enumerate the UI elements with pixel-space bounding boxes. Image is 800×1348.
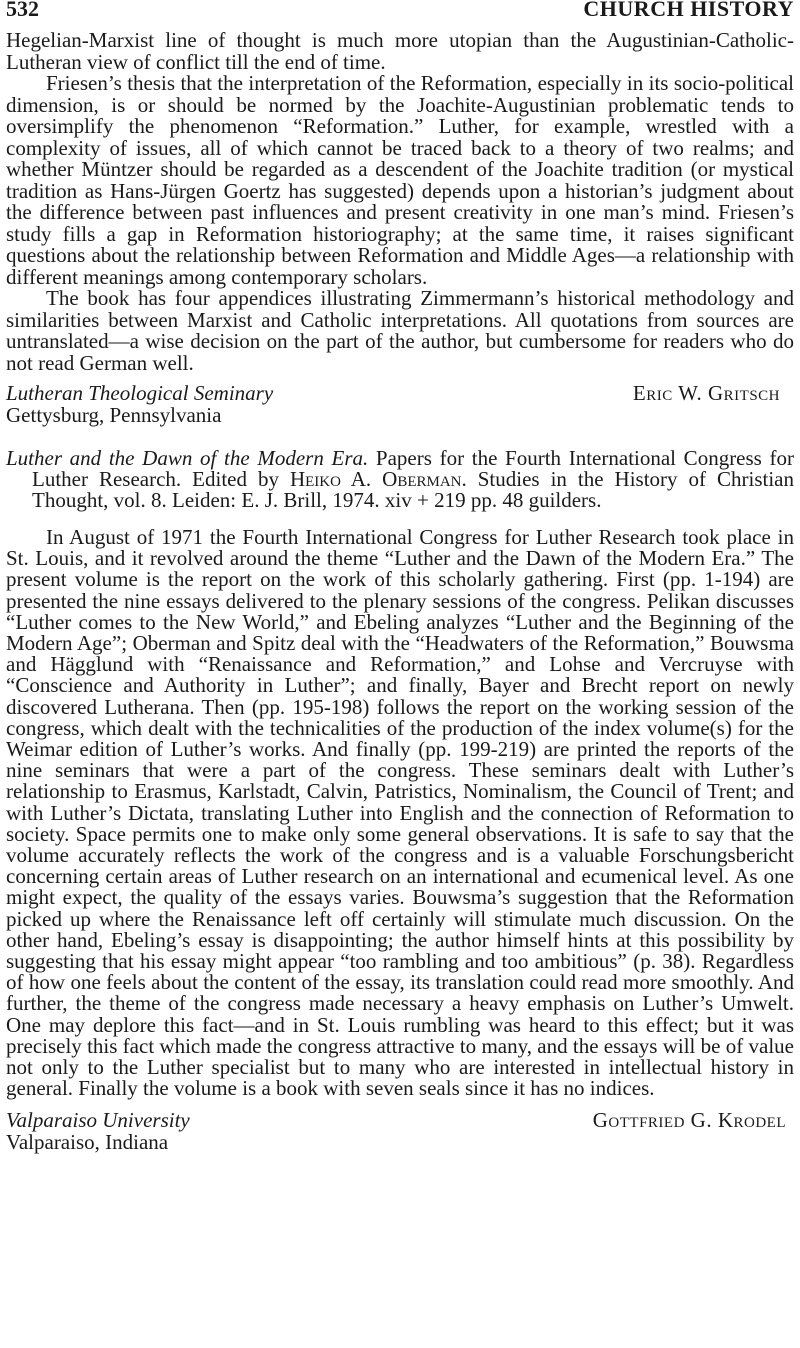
book-title: Luther and the Dawn of the Modern Era.: [6, 446, 369, 470]
review1-location: Gettysburg, Pennsylvania: [6, 403, 222, 427]
book-editor: Heiko A. Oberman: [289, 467, 462, 491]
review-gritsch: [6, 30, 794, 426]
citation-text-1: Papers for the Fourth International Congress for Luther Research. Edited by: [32, 446, 795, 491]
review1-reviewer: Eric W. Gritsch: [632, 381, 780, 405]
review2-body: In August of 1971 the Fourth International Congress for Luther Research took place in St. Louis, and it revolved around the theme “Luther and the Dawn of the Modern Era.” The present volume is the report on the work of this scholarly gathering. First (pp. 1-194) are presented the nine essays delivered to the plenary sessions of the congress. Pelikan discusses “Luther comes to the New World,” and Ebeling analyzes “Luther and the Beginning of the Modern Age”; Oberman and Spitz deal with the “Headwaters of the Reformation,” Bouwsma and Hägglund with “Renaissance and Reformation,” and Lohse and Vercruyse with “Conscience and Authority in Luther”; and finally, Bayer and Brecht report on newly discovered Lutherana. Then (pp. 195-198) follows the report on the working session of the congress, which dealt with the technicalities of the production of the index volume(s) for the Weimar edition of Luther’s works. And finally (pp. 199-219) are printed the reports of the nine seminars that were a part of the congress. These seminars dealt with Luther’s relationship to Erasmus, Karlstadt, Calvin, Patristics, Nominalism, the Council of Trent; and with Luther’s Dictata, translating Luther into English and the connection of Reformation to society. Space permits one to make only some general observations. It is safe to say that the volume accurately reflects the work of the congress and is a valuable Forschungsbericht concerning certain areas of Luther research on an international and ecumenical level. As one might expect, the quality of the essays varies. Bouwsma’s suggestion that the Reformation picked up where the Renaissance left off certainly will stimulate much discussion. On the other hand, Ebeling’s essay is disappointing; the author himself hints at this possibility by suggesting that his essay might appear “too rambling and too ambitious” (p. 38). Regardless of how one feels about the content of the essay, its translation could read more smoothly. And further, the theme of the congress made necessary a heavy emphasis on Luther’s Umwelt. One may deplore this fact—and in St. Louis rumbling was heard to this effect; but it was precisely this fact which made the congress attractive to many, and the essays will be of value not only to the Luther specialist but to many who are interested in intellectual history in general. Finally the volume is a book with seven seals since it has no indices.: [6, 525, 794, 1101]
page: [6, 0, 794, 1153]
review1-institution: Lutheran Theological Seminary: [6, 381, 274, 405]
review2-institution: Valparaiso University: [6, 1108, 190, 1133]
review1-signature: [6, 382, 794, 404]
review2-citation: [6, 448, 794, 511]
page-header: [6, 0, 794, 30]
review2-reviewer: Gottfried G. Krodel: [592, 1108, 786, 1133]
review2-signature: [6, 1109, 794, 1131]
page-number: 532: [6, 0, 39, 21]
review1-paragraph-3: The book has four appendices illustrating Zimmermann’s historical methodology and similarities between Marxist and Catholic interpretations. All quotations from sources are untranslated—a wise decision on the part of the author, but cumbersome for readers who do not read German well.: [6, 286, 794, 375]
running-title: CHURCH HISTORY: [583, 0, 794, 21]
review1-paragraph-2: Friesen’s thesis that the interpretation of the Reformation, especially in its socio-political dimension, is or should be normed by the Joachite-Augustinian problematic tends to oversimplify the phenomenon “Reformation.” Luther, for example, wrestled with a complexity of issues, all of which cannot be traced back to a theory of two realms; and whether Müntzer should be regarded as a descendent of the Joachite tradition (or mystical tradition as Hans-Jürgen Goertz has suggested) depends upon a historian’s judgment about the difference between past influences and present creativity in one man’s mind. Friesen’s study fills a gap in Reformation historiography; at the same time, it raises significant questions about the relationship between Reformation and Middle Ages—a relationship with different meanings among contemporary scholars.: [6, 71, 794, 289]
citation-text-2: . Studies in the History of Christian Thought, vol. 8. Leiden: E. J. Brill, 1974. xiv + 219 pp. 48 guilders.: [32, 467, 795, 512]
review-krodel: [6, 448, 794, 1153]
review1-paragraph-1: Hegelian-Marxist line of thought is much more utopian than the Augustinian-Catholic-Lutheran view of conflict till the end of time.: [6, 28, 794, 74]
review2-location: Valparaiso, Indiana: [6, 1130, 169, 1155]
